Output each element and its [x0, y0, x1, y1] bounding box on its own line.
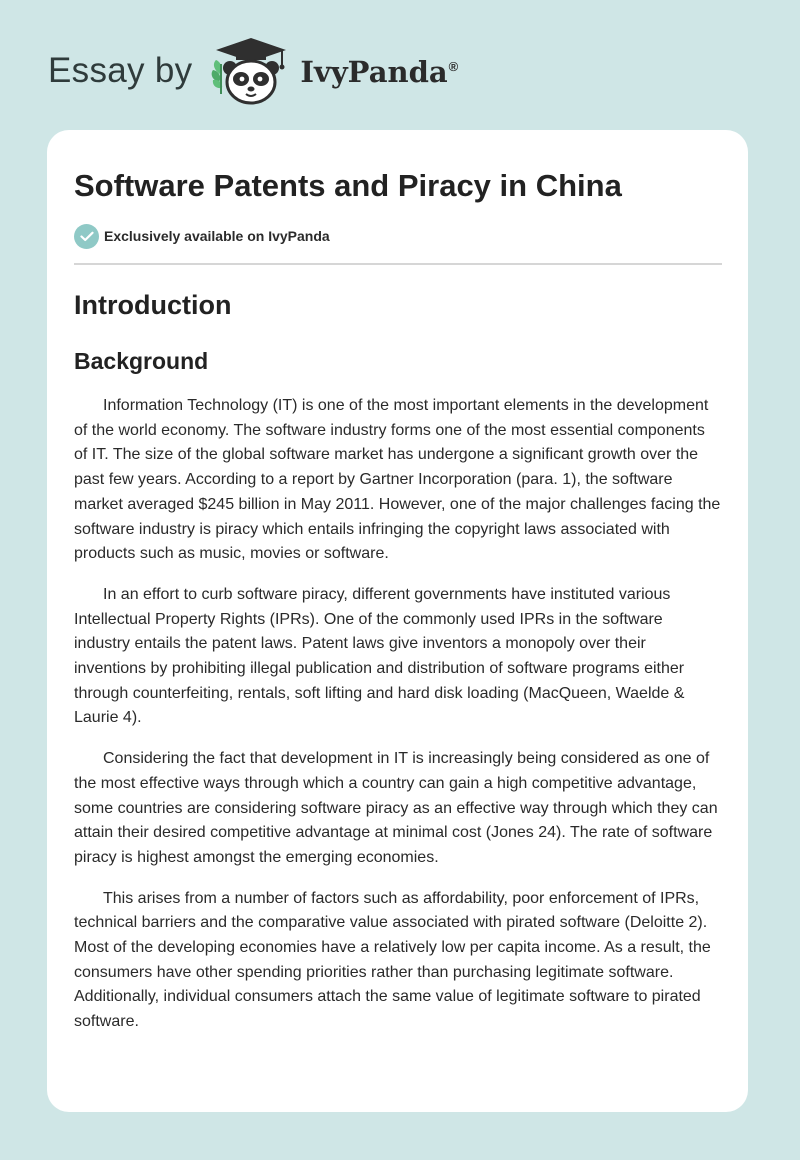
exclusive-badge-label: Exclusively available on IvyPanda: [104, 228, 330, 244]
paragraph: Considering the fact that development in IT is increasingly being considered as one of the most effective ways through which a country can gain a high competitive advantage, some countries are considering software piracy as an effective way through which they can attain their desired competitive advantage at minimal cost (Jones 24). The rate of software piracy is highest amongst the emerging economies.: [74, 750, 718, 866]
site-header: [48, 34, 458, 106]
panda-logo-icon[interactable]: [206, 34, 296, 106]
paragraph: In an effort to curb software piracy, different governments have instituted various Intellectual Property Rights (IPRs). One of the commonly used IPRs in the software industry entails the patent laws. Patent laws give inventors a monopoly over their inventions by prohibiting illegal publication and distribution of software programs either through counterfeiting, rentals, soft lifting and hard disk loading (MacQueen, Waelde & Laurie 4).: [74, 585, 685, 727]
subsection-heading-background: Background: [74, 348, 209, 374]
leaf-icon: [212, 60, 223, 94]
exclusive-badge: [74, 223, 722, 249]
essay-body: [74, 394, 722, 1035]
essay-card: [47, 130, 748, 1112]
brand-name-text: IvyPanda: [300, 54, 448, 89]
section-heading-introduction: Introduction: [74, 290, 232, 320]
paragraph: Information Technology (IT) is one of the most important elements in the development of the world economy. The software industry forms one of the most essential components of IT. The size of the global software market has undergone a significant growth over the past few years. According to a report by Gartner Incorporation (para. 1), the software market averaged $245 billion in May 2011. However, one of the major challenges facing the software industry is piracy which entails infringing the copyright laws associated with products such as music, movies or software.: [74, 397, 721, 563]
registered-mark: ®: [448, 58, 459, 74]
page-title: Software Patents and Piracy in China: [74, 168, 622, 203]
check-circle-icon: [74, 224, 99, 249]
paragraph: This arises from a number of factors such as affordability, poor enforcement of IPRs, technical barriers and the comparative value associated with pirated software (Deloitte 2). Most of the developing economies have a relatively low per capita income. As a result, the consumers have other spending priorities rather than purchasing legitimate software. Additionally, individual consumers attach the same value of legitimate software to pirated software.: [74, 889, 711, 1031]
essay-by-label: Essay by: [48, 50, 193, 90]
brand-name[interactable]: [300, 54, 459, 89]
title-divider: [74, 263, 722, 265]
